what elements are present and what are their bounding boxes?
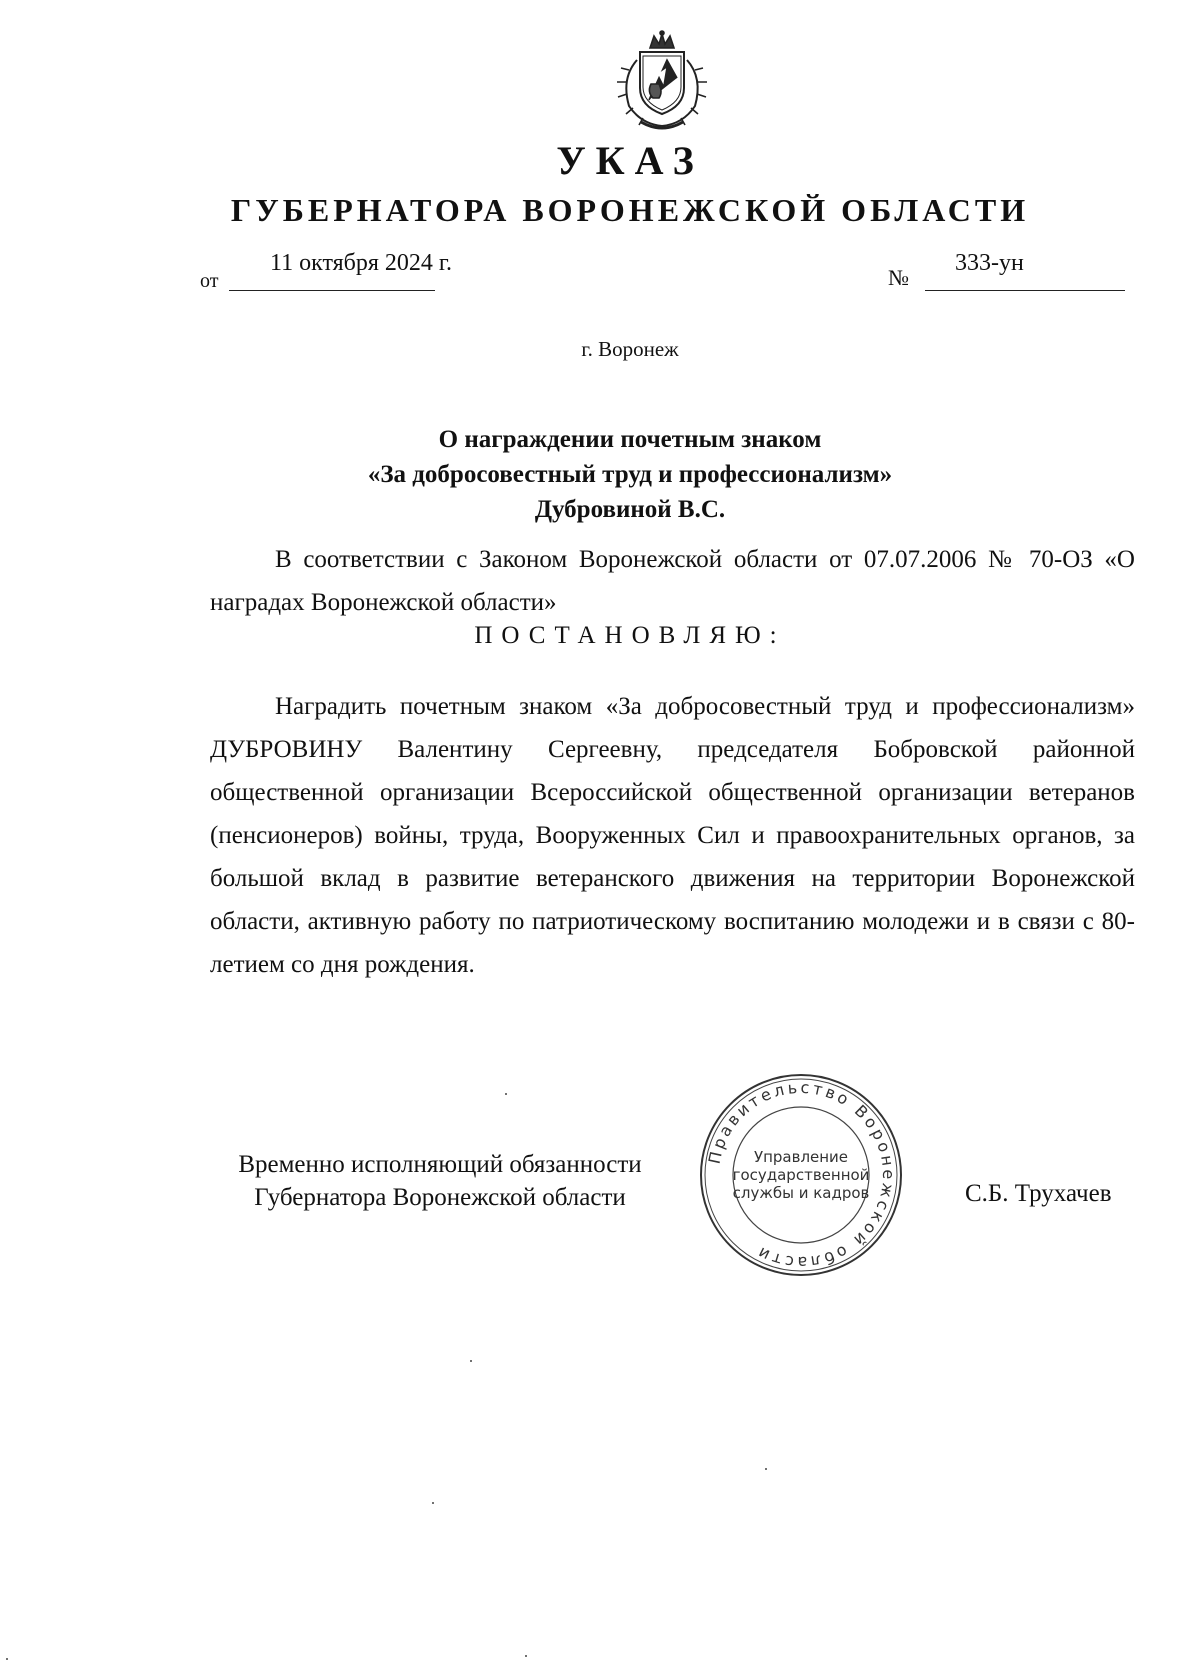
scan-speck bbox=[6, 1658, 8, 1660]
signatory-position bbox=[210, 1148, 670, 1214]
scan-speck bbox=[765, 1468, 767, 1470]
signatory-position-line-1: Временно исполняющий обязанности bbox=[238, 1151, 642, 1178]
document-date: 11 октября 2024 г. bbox=[270, 250, 453, 276]
scan-speck bbox=[525, 1655, 527, 1657]
scan-speck bbox=[505, 1093, 507, 1095]
signatory-position-line-2: Губернатора Воронежской области bbox=[254, 1184, 626, 1211]
subject-line-1: О награждении почетным знаком bbox=[438, 426, 822, 453]
stamp-inner-line-3: службы и кадров bbox=[732, 1184, 870, 1202]
document-issuer: ГУБЕРНАТОРА ВОРОНЕЖСКОЙ ОБЛАСТИ bbox=[230, 192, 1030, 228]
stamp-inner-line-2: государственной bbox=[732, 1166, 870, 1184]
city: г. Воронеж bbox=[581, 337, 679, 361]
scan-speck bbox=[432, 1502, 434, 1504]
number-label: № bbox=[888, 265, 909, 290]
stamp-inner-line-1: Управление bbox=[753, 1148, 849, 1166]
official-stamp bbox=[696, 1070, 906, 1280]
stamp-outer-text: Правительство Воронежской области bbox=[704, 1077, 899, 1273]
document-type-title: УКАЗ bbox=[556, 138, 704, 183]
decree-word: ПОСТАНОВЛЯЮ: bbox=[474, 622, 786, 649]
signatory-name: С.Б. Трухачев bbox=[965, 1180, 1112, 1207]
scan-speck bbox=[470, 1360, 472, 1362]
legal-basis-paragraph: В соответствии с Законом Воронежской области от 07.07.2006 № 70-ОЗ «О наградах Воронежской области» bbox=[210, 546, 1135, 616]
subject-line-3: Дубровиной В.С. bbox=[534, 496, 726, 523]
subject-line-2: «За добросовестный труд и профессионализм» bbox=[367, 461, 893, 488]
date-label: от bbox=[200, 270, 219, 292]
number-underline bbox=[925, 290, 1125, 291]
document-subject bbox=[0, 422, 1200, 527]
coat-of-arms-icon bbox=[607, 30, 717, 135]
document-number: 333-ун bbox=[955, 250, 1024, 276]
date-underline bbox=[229, 290, 435, 291]
decree-body-paragraph: Наградить почетным знаком «За добросовестный труд и профессионализм» ДУБРОВИНУ Валентину Сергеевну, председателя Бобровской районной общественной организации Всероссийской общественной организации ветеранов (пенсионеров) войны, труда, Вооруженных Сил и правоохранительных органов, за большой вклад в развитие ветеранского движения на территории Воронежской области, активную работу по патриотическому воспитанию молодежи и в связи с 80-летием со дня рождения. bbox=[210, 693, 1135, 978]
